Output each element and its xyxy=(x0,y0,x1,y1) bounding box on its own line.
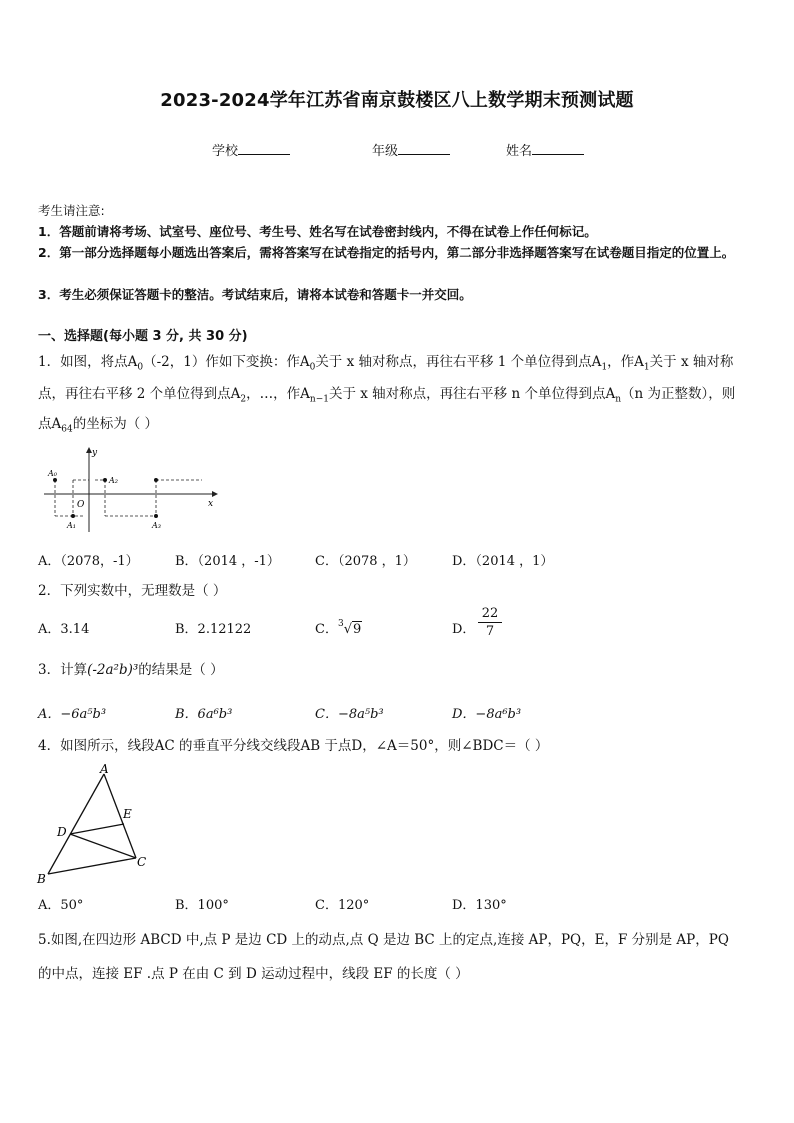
q3-option-b[interactable]: B．6a⁶b³ xyxy=(175,707,233,722)
origin-label: O xyxy=(77,500,85,510)
q2-option-d[interactable]: D． xyxy=(452,622,476,637)
school-label: 学校 xyxy=(212,144,239,159)
q1-option-b[interactable]: B．（2014 ，-1） xyxy=(175,554,280,569)
notice-heading: 考生请注意: xyxy=(38,203,105,218)
q1-option-d[interactable]: D．（2014 ，1） xyxy=(452,554,554,569)
q1-option-c[interactable]: C．（2078 ，1） xyxy=(315,554,416,569)
point-a2 xyxy=(103,478,107,482)
q1-line-3: 点$A_{64}$的坐标为（ ） xyxy=(38,416,158,435)
vertex-b-label: B xyxy=(37,872,46,886)
q5-line-1: 5.如图,在四边形 ABCD 中,点 P 是边 CD 上的动点,点 Q 是边 BC 上的定点,连接 AP，PQ，E，F 分别是 AP，PQ xyxy=(38,932,729,948)
school-blank[interactable] xyxy=(238,142,290,155)
label-a0: A₀ xyxy=(48,469,57,478)
q3-option-d[interactable]: D．−8a⁶b³ xyxy=(452,707,522,722)
q1-line-1: 1．如图，将点$A_0(-2$，1）作如下变换：作$A_0$关于 x 轴对称点，再往右平移 1 个单位得到点$A_1$，作$A_1$关于 x 轴对称 xyxy=(38,354,734,373)
q4-stem: 4．如图所示，线段AC 的垂直平分线交线段AB 于点D，∠A＝50°，则∠BDC＝（ ） xyxy=(38,738,549,754)
label-a2: A₂ xyxy=(109,476,118,485)
q2-option-b[interactable]: B．2.12122 xyxy=(175,622,252,637)
x-axis-arrow-icon xyxy=(212,491,218,497)
point-e-label: E xyxy=(123,807,132,821)
q2-option-c[interactable]: C．$^3$√9 xyxy=(315,618,362,637)
q1-coordinate-figure xyxy=(40,444,220,536)
q4-option-c[interactable]: C．120° xyxy=(315,898,370,913)
q3-option-a[interactable]: A．−6a⁵b³ xyxy=(38,707,107,722)
point-d-label: D xyxy=(57,825,67,839)
label-a1: A₁ xyxy=(67,521,76,530)
section-title: 一、选择题(每小题 3 分, 共 30 分) xyxy=(38,329,248,344)
q2-option-a[interactable]: A．3.14 xyxy=(38,622,90,637)
q3-option-c[interactable]: C．−8a⁵b³ xyxy=(315,707,384,722)
q4-option-d[interactable]: D．130° xyxy=(452,898,507,913)
q2-option-d-fraction xyxy=(478,606,502,641)
point-a4 xyxy=(154,478,158,482)
fraction-numerator: 22 xyxy=(478,606,502,623)
name-label: 姓名 xyxy=(506,144,533,159)
q1-option-a[interactable]: A．（2078，-1） xyxy=(38,554,139,569)
fraction-denominator: 7 xyxy=(485,624,495,639)
label-a3: A₃ xyxy=(152,521,161,530)
notice-item-3: 3．考生必须保证答题卡的整洁。考试结束后，请将本试卷和答题卡一并交回。 xyxy=(38,287,472,302)
x-axis-label: x xyxy=(208,499,214,509)
q2-stem: 2．下列实数中，无理数是（ ） xyxy=(38,583,227,599)
y-axis-label: y xyxy=(92,448,98,458)
grade-blank[interactable] xyxy=(398,142,450,155)
q5-line-2: 的中点，连接 EF .点 P 在由 C 到 D 运动过程中，线段 EF 的长度（ ） xyxy=(38,966,469,982)
point-a1 xyxy=(71,514,75,518)
q4-triangle-figure xyxy=(34,762,154,886)
name-field[interactable] xyxy=(506,140,584,159)
page-title: 2023-2024学年江苏省南京鼓楼区八上数学期末预测试题 xyxy=(160,90,634,111)
q4-option-b[interactable]: B．100° xyxy=(175,898,229,913)
vertex-a-label: A xyxy=(100,762,109,776)
notice-item-1: 1．答题前请将考场、试室号、座位号、考生号、姓名写在试卷密封线内，不得在试卷上作任何标记。 xyxy=(38,224,597,239)
grade-label: 年级 xyxy=(372,144,399,159)
q3-stem: 3．计算(-2a²b)³的结果是（ ） xyxy=(38,662,224,678)
vertex-c-label: C xyxy=(137,855,147,869)
point-a0 xyxy=(53,478,57,482)
q4-option-a[interactable]: A．50° xyxy=(38,898,84,913)
school-field[interactable] xyxy=(212,140,290,159)
name-blank[interactable] xyxy=(532,142,584,155)
grade-field[interactable] xyxy=(372,140,450,159)
root-index: 3 xyxy=(337,618,344,629)
notice-item-2: 2．第一部分选择题每小题选出答案后，需将答案写在试卷指定的括号内，第二部分非选择题答案写在试卷题目指定的位置上。 xyxy=(38,245,735,260)
point-a3 xyxy=(154,514,158,518)
radicand: 9 xyxy=(352,622,362,637)
q3-expression: (-2a²b)³ xyxy=(87,662,139,678)
q1-line-2: 点，再往右平移 2 个单位得到点$A_2$，…，作$A_{n-1}$关于 x 轴对称点，再往右平移 n 个单位得到点$A_n(n$ 为正整数），则 xyxy=(38,386,736,405)
